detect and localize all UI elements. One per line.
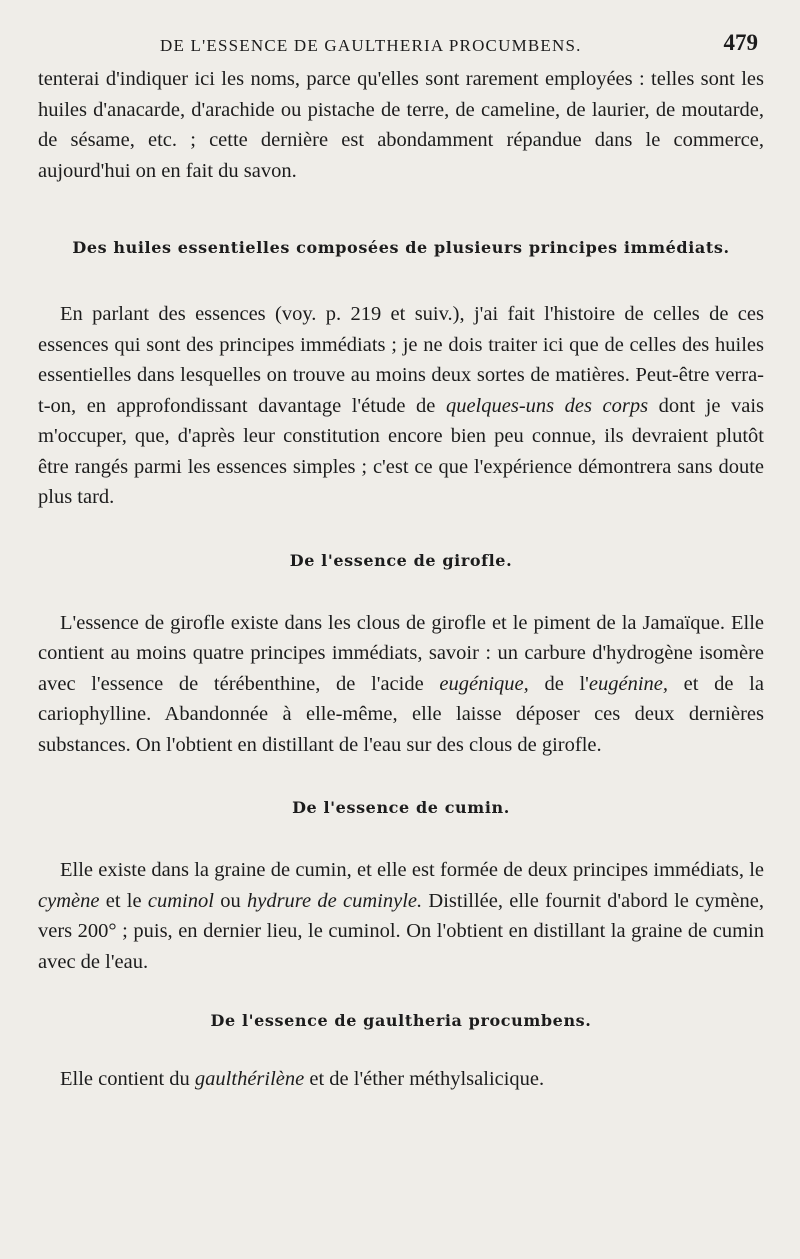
italic-term: eugénine, — [588, 672, 668, 695]
page-body — [38, 64, 764, 1095]
italic-term: gaulthérilène — [194, 1068, 305, 1090]
italic-term: quelques-uns des corps — [445, 394, 649, 417]
paragraph-principes-immediats: En parlant des essences (voy. p. 219 et suiv.), j'ai fait l'histoire de celles de ces essences qui sont des principes immédiats ; je ne dois traiter ici que de celles des huiles essentielles dans lesquelles on trouve au moins deux sortes de matières. Peut-être verra-t-on, en approfondissant davantage l'étude de quelques-uns des corps dont je vais m'occuper, que, d'après leur constitution encore bien peu connue, ils devraient plutôt être rangés parmi les essences simples ; c'est ce que l'expérience démontrera sans doute plus tard. — [38, 303, 765, 508]
section-heading-cumin: De l'essence de cumin. — [292, 798, 510, 817]
italic-term: hydrure de cuminyle. — [246, 889, 423, 912]
section-heading-plusieurs-principes: Des huiles essentielles composées de plusieurs principes immédiats. — [72, 238, 730, 257]
running-title: DE L'ESSENCE DE GAULTHERIA PROCUMBENS. — [160, 36, 582, 55]
paragraph-girofle: L'essence de girofle existe dans les clous de girofle et le piment de la Jamaïque. Elle contient au moins quatre principes immédiats, savoir : un carbure d'hydrogène isomère avec l'essence de térébenthine, de l'acide eugénique, de l'eugénine, et de la cariophylline. Abandonnée à elle-même, elle laisse déposer ces deux dernières substances. On l'obtient en distillant de l'eau sur des clous de girofle. — [38, 611, 764, 756]
paragraph-continued: tenterai d'indiquer ici les noms, parce qu'elles sont rarement employées : telles sont les huiles d'anacarde, d'arachide ou pistache de terre, de cameline, de laurier, de moutarde, de sésame, etc. ; cette dernière est abondamment répandue dans le commerce, aujourd'hui on en fait du savon. — [38, 68, 764, 182]
italic-term: cuminol — [147, 889, 214, 912]
section-heading-girofle: De l'essence de girofle. — [289, 550, 513, 570]
italic-term: cymène — [38, 889, 100, 912]
paragraph-cumin: Elle existe dans la graine de cumin, et elle est formée de deux principes immédiats, le cymène et le cuminol ou hydrure de cuminyle. Distillée, elle fournit d'abord le cymène, vers 200° ; puis, en dernier lieu, le cuminol. On l'obtient en distillant la graine de cumin avec de l'eau. — [38, 859, 765, 973]
page-header — [40, 32, 764, 62]
paragraph-gaultheria: Elle contient du gaulthérilène et de l'éther méthylsalicique. — [60, 1068, 545, 1090]
section-heading-gaultheria: De l'essence de gaultheria procumbens. — [210, 1011, 592, 1030]
page-number: 479 — [723, 30, 758, 55]
italic-term: eugénique, — [439, 672, 529, 695]
